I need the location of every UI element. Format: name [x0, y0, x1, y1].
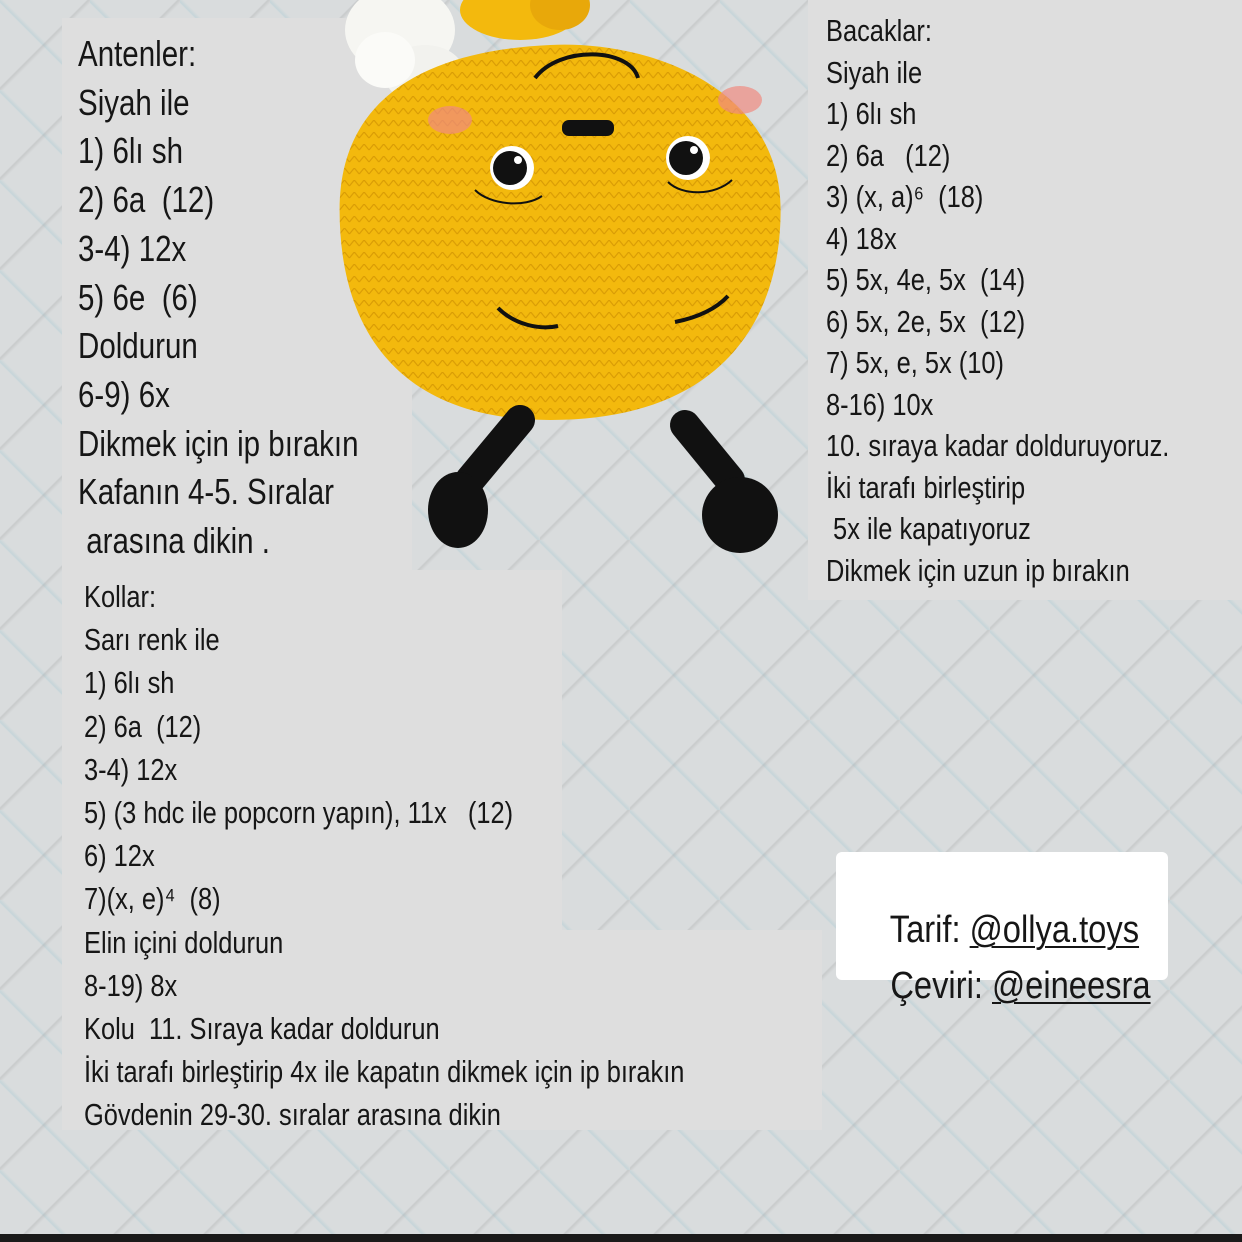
bacaklar-line: 7) 5x, e, 5x (10): [826, 345, 1005, 380]
antenler-line: 1) 6lı sh: [78, 130, 184, 172]
antenler-line: Kafanın 4-5. Sıralar: [78, 471, 334, 513]
kollar-line: Kollar:: [84, 579, 157, 614]
antenler-line: Dikmek için ip bırakın: [78, 422, 359, 464]
bacaklar-line: Siyah ile: [826, 54, 923, 90]
kollar-line: Sarı renk ile: [84, 622, 220, 658]
antenler-line: 5) 6e (6): [78, 276, 198, 318]
ceviri-label: Çeviri:: [890, 965, 993, 1007]
mark-icon: [562, 120, 614, 136]
ceviri-handle-link[interactable]: @eineesra: [992, 965, 1151, 1007]
bottom-border: [0, 1234, 1242, 1242]
kollar-line: İki tarafı birleştirip 4x ile kapatın dikmek için ip bırakın: [84, 1054, 685, 1090]
credits-box: [836, 852, 1168, 1007]
bacaklar-line: 8-16) 10x: [826, 386, 934, 422]
kollar-section: [84, 575, 816, 1137]
bacaklar-line: 5x ile kapatıyoruz: [826, 511, 1031, 546]
kollar-line: 8-19) 8x: [84, 967, 178, 1003]
antenler-line: Doldurun: [78, 325, 198, 367]
ceviri-credit: [854, 922, 1151, 1051]
cheek-left-icon: [428, 106, 472, 134]
bacaklar-line: 3) (x, a)⁶ (18): [826, 179, 984, 214]
antenler-line: Antenler:: [78, 33, 197, 74]
bacaklar-line: 2) 6a (12): [826, 137, 951, 173]
bacaklar-line: 5) 5x, 4e, 5x (14): [826, 262, 1026, 297]
antenler-line: Siyah ile: [78, 81, 190, 123]
bacaklar-line: Dikmek için uzun ip bırakın: [826, 552, 1130, 588]
tarif-handle-link[interactable]: @ollya.toys: [969, 909, 1140, 951]
kollar-line: 7)(x, e)⁴ (8): [84, 881, 221, 917]
bacaklar-line: 4) 18x: [826, 220, 897, 256]
bacaklar-line: 1) 6lı sh: [826, 96, 917, 131]
kollar-line: 3-4) 12x: [84, 751, 178, 787]
kollar-line: Gövdenin 29-30. sıralar arasına dikin: [84, 1097, 501, 1133]
antenler-line: 6-9) 6x: [78, 373, 170, 415]
antenler-line: arasına dikin .: [78, 520, 270, 562]
kollar-line: Kolu 11. Sıraya kadar doldurun: [84, 1011, 440, 1047]
bacaklar-line: 6) 5x, 2e, 5x (12): [826, 303, 1026, 339]
leg-left-icon: [428, 420, 520, 548]
antenler-line: 2) 6a (12): [78, 179, 215, 221]
kollar-line: 2) 6a (12): [84, 708, 202, 744]
tarif-label: Tarif:: [889, 909, 970, 951]
bacaklar-section: [826, 10, 1242, 591]
antenler-line: 3-4) 12x: [78, 227, 187, 269]
kollar-line: 5) (3 hdc ile popcorn yapın), 11x (12): [84, 795, 514, 831]
cheek-right-icon: [718, 86, 762, 114]
bacaklar-line: Bacaklar:: [826, 13, 932, 48]
bacaklar-line: İki tarafı birleştirip: [826, 469, 1026, 505]
kollar-line: Elin içini doldurun: [84, 924, 284, 960]
leg-right-icon: [685, 425, 778, 553]
antenler-section: [78, 30, 420, 566]
kollar-line: 6) 12x: [84, 838, 155, 874]
kollar-line: 1) 6lı sh: [84, 665, 175, 701]
bacaklar-line: 10. sıraya kadar dolduruyoruz.: [826, 428, 1170, 463]
